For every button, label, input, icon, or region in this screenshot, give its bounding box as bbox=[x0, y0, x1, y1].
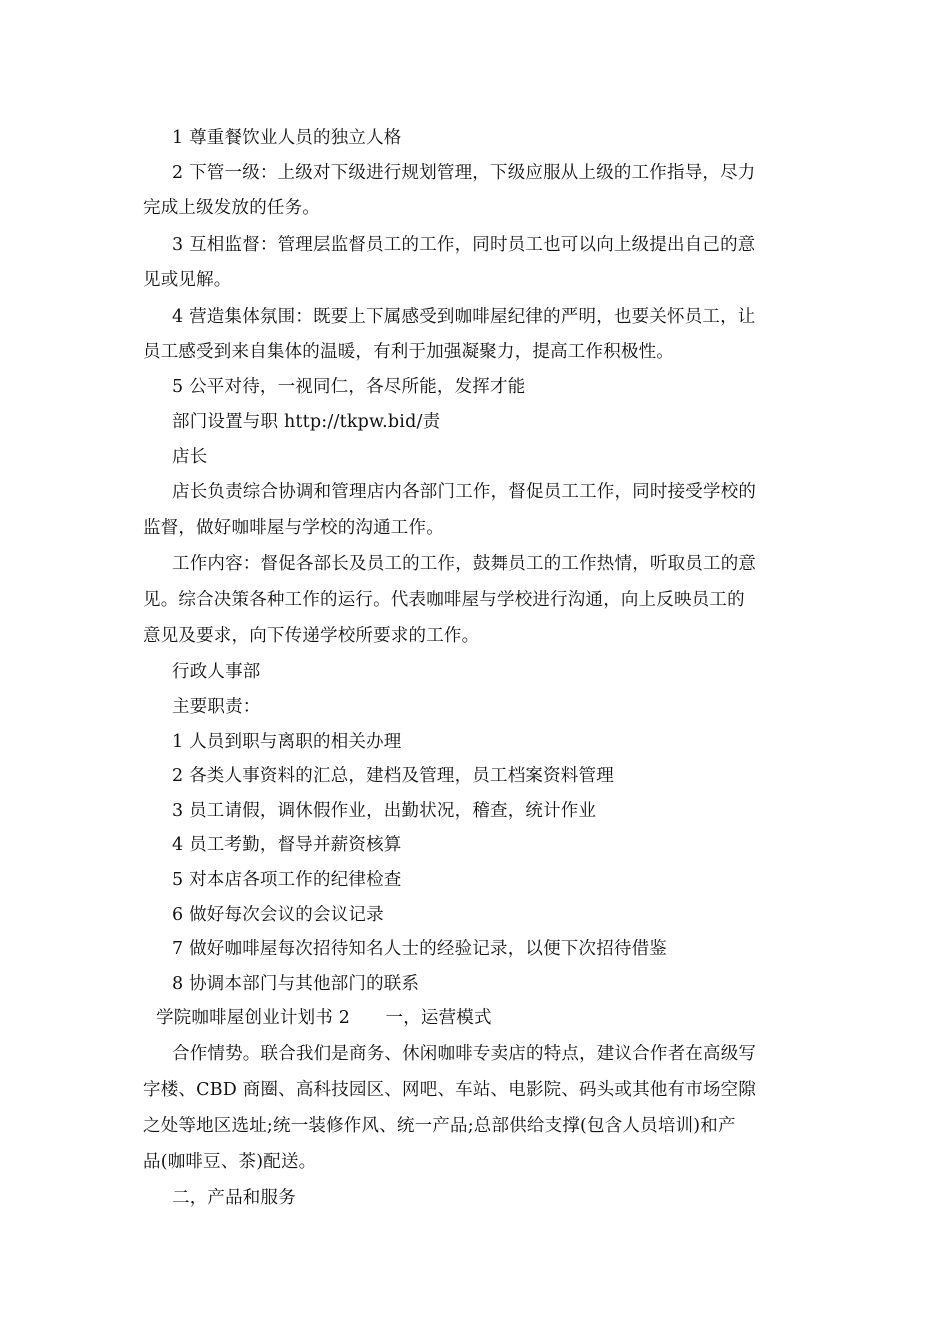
paragraph-line: 监督，做好咖啡屋与学校的沟通工作。 bbox=[143, 518, 444, 538]
list-item: 6 做好每次会议的会议记录 bbox=[172, 905, 384, 925]
paragraph-line: 店长负责综合协调和管理店内各部门工作，督促员工工作，同时接受学校的 bbox=[172, 482, 757, 502]
paragraph-line: 员工感受到来自集体的温暖，有利于加强凝聚力，提高工作积极性。 bbox=[143, 342, 674, 362]
list-item: 8 协调本部门与其他部门的联系 bbox=[172, 974, 420, 994]
paragraph-line: 见或见解。 bbox=[143, 270, 232, 290]
paragraph-line: 主要职责： bbox=[172, 697, 261, 717]
paragraph-line: 合作情势。联合我们是商务、休闲咖啡专卖店的特点，建议合作者在高级写 bbox=[172, 1044, 757, 1064]
paragraph-line: 4 营造集体氛围：既要上下属感受到咖啡屋纪律的严明，也要关怀员工，让 bbox=[172, 307, 756, 327]
paragraph-line: 3 互相监督：管理层监督员工的工作，同时员工也可以向上级提出自己的意 bbox=[172, 235, 756, 255]
section-heading: 行政人事部 bbox=[172, 662, 261, 682]
paragraph-line: 意见及要求，向下传递学校所要求的工作。 bbox=[143, 626, 480, 646]
paragraph-line: 之处等地区选址;统一装修作风、统一产品;总部供给支撑(包含人员培训)和产 bbox=[143, 1116, 736, 1136]
paragraph-line: 5 公平对待，一视同仁，各尽所能，发挥才能 bbox=[172, 377, 526, 397]
list-item: 7 做好咖啡屋每次招待知名人士的经验记录，以便下次招待借鉴 bbox=[172, 939, 667, 959]
section-heading: 店长 bbox=[172, 447, 208, 467]
paragraph-line: 2 下管一级：上级对下级进行规划管理，下级应服从上级的工作指导，尽力 bbox=[172, 163, 756, 183]
list-item: 1 人员到职与离职的相关办理 bbox=[172, 732, 402, 752]
paragraph-line: 字楼、CBD 商圈、高科技园区、网吧、车站、电影院、码头或其他有市场空隙 bbox=[143, 1080, 757, 1100]
list-item: 2 各类人事资料的汇总，建档及管理，员工档案资料管理 bbox=[172, 766, 614, 786]
list-item: 5 对本店各项工作的纪律检查 bbox=[172, 870, 402, 890]
paragraph-line: 完成上级发放的任务。 bbox=[143, 198, 320, 218]
list-item: 3 员工请假，调休假作业，出勤状况，稽查，统计作业 bbox=[172, 801, 597, 821]
section-heading: 二，产品和服务 bbox=[172, 1188, 296, 1208]
section-heading: 部门设置与职 http://tkpw.bid/责 bbox=[172, 412, 441, 432]
paragraph-line: 品(咖啡豆、茶)配送。 bbox=[143, 1152, 317, 1172]
list-item: 4 员工考勤，督导并薪资核算 bbox=[172, 835, 402, 855]
paragraph-line: 工作内容：督促各部长及员工的工作，鼓舞员工的工作热情，听取员工的意 bbox=[172, 554, 757, 574]
paragraph-line: 1 尊重餐饮业人员的独立人格 bbox=[172, 128, 402, 148]
paragraph-line: 见。综合决策各种工作的运行。代表咖啡屋与学校进行沟通，向上反映员工的 bbox=[143, 590, 745, 610]
section-heading: 学院咖啡屋创业计划书 2 一，运营模式 bbox=[156, 1008, 492, 1028]
